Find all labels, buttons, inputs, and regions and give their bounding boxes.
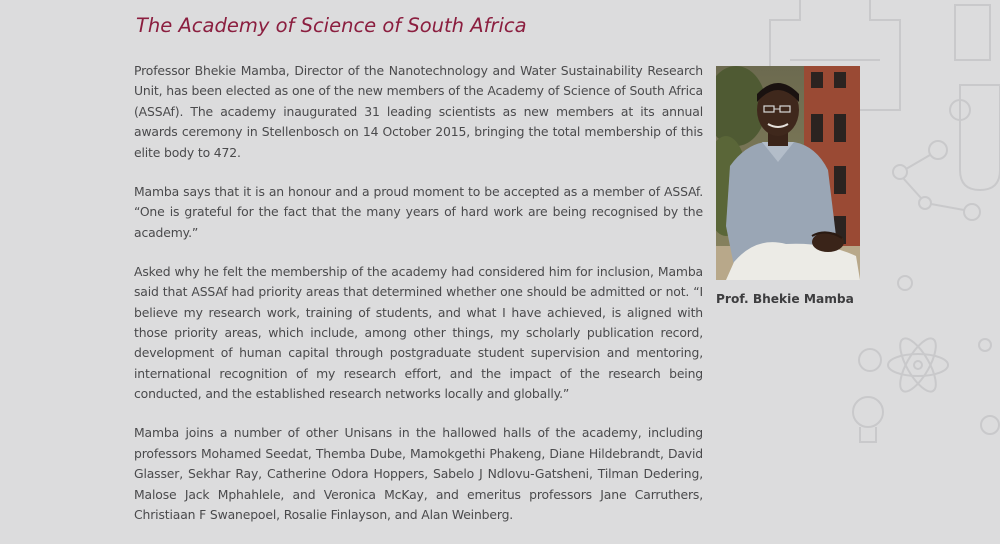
paragraph-unisans: Mamba joins a number of other Unisans in the hallowed halls of the academy, including professors Mohamed Seedat, Themba Dube, Mamokgethi Phakeng, Diane Hildebrandt, David Glasser, Sekhar Ray, Catherine Odora Hoppers, Sabelo J Ndlovu-Gatsheni, Tilman Dedering, Malose Jack Mphahlele, and Veronica McKay, and emeritus professors Jane Carruthers, Christiaan F Swanepoel, Rosalie Finlayson, and Alan Weinberg.: [134, 425, 703, 523]
article-body: [134, 61, 703, 544]
atom-icon: [888, 334, 948, 397]
test-tube-icon: [955, 5, 1000, 190]
paragraph-election: Professor Bhekie Mamba, Director of the Nanotechnology and Water Sustainability Research Unit, has been elected as one of the new members of the Academy of Science of South Africa (ASSAf). The academy inaugurated 31 leading scientists as new members at its annual awards ceremony in Stellenbosch on 14 October 2015, bringing the total membership of this elite body to 472.: [134, 63, 703, 160]
portrait-photo: [716, 66, 860, 280]
page-title: The Academy of Science of South Africa: [136, 14, 527, 37]
paragraph-priority-areas: Asked why he felt the membership of the academy had considered him for inclusion, Mamba said that ASSAf had priority areas that determined whether one should be admitted or not. “I believe my research work, training of students, and what I have achieved, is aligned with those priority areas, which include, among other things, my scholarly publication record, development of human capital through postgraduate student supervision and mentoring, international recognition of my research effort, and the impact of the research being conducted, and the established research networks locally and globally.”: [134, 263, 703, 402]
lightbulb-icon: [853, 397, 883, 442]
paragraph-honour: Mamba says that it is an honour and a proud moment to be accepted as a member of ASSAf. “One is grateful for the fact that the many years of hard work are being recognised by the academy.”: [134, 183, 703, 240]
portrait-illustration: [716, 66, 860, 280]
photo-caption: Prof. Bhekie Mamba: [716, 292, 854, 306]
molecule-icon: [893, 141, 980, 220]
